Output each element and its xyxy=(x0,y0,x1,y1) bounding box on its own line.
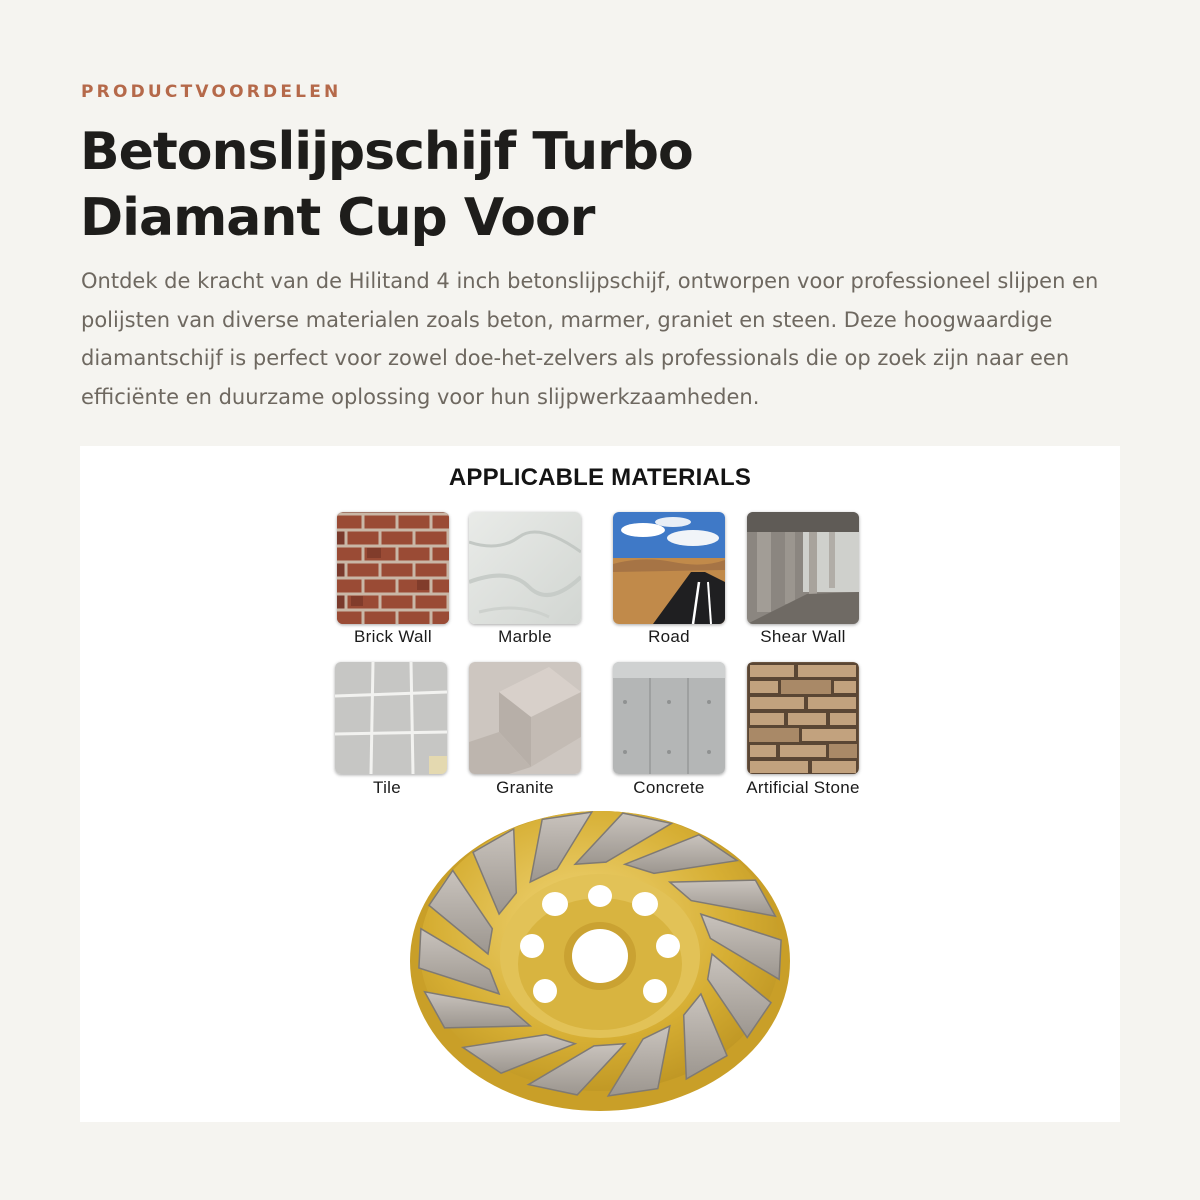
materials-heading: APPLICABLE MATERIALS xyxy=(448,464,752,491)
material-label: Artificial Stone xyxy=(746,778,860,797)
road-thumbnail xyxy=(613,512,725,624)
diamond-cup-wheel-image xyxy=(400,786,800,1116)
material-label: Marble xyxy=(498,627,552,646)
product-image xyxy=(80,446,1120,1122)
page-title: Betonslijpschijf Turbo Diamant Cup Voor xyxy=(80,122,693,248)
section-eyebrow: PRODUCTVOORDELEN xyxy=(81,82,342,102)
tile-thumbnail xyxy=(335,662,447,774)
brick-wall-thumbnail xyxy=(337,512,449,624)
material-label: Road xyxy=(648,627,690,646)
product-description: Ontdek de kracht van de Hilitand 4 inch betonslijpschijf, ontworpen voor professioneel slijpen en polijsten van diverse materialen zoals beton, marmer, graniet en steen. Deze hoogwaardige diamantschijf is perfect voor zowel doe-het-zelvers als professionals die op zoek zijn naar een efficiënte en duurzame oplossing voor hun slijpwerkzaamheden. xyxy=(81,269,1099,409)
material-label: Concrete xyxy=(633,778,705,797)
granite-thumbnail xyxy=(469,662,581,774)
material-label: Shear Wall xyxy=(760,627,846,646)
shear-wall-thumbnail xyxy=(747,512,859,624)
concrete-thumbnail xyxy=(613,662,725,774)
artificial-stone-thumbnail xyxy=(747,662,859,774)
material-label: Brick Wall xyxy=(354,627,432,646)
material-label: Granite xyxy=(496,778,554,797)
material-label: Tile xyxy=(373,778,401,797)
marble-thumbnail xyxy=(469,512,581,624)
